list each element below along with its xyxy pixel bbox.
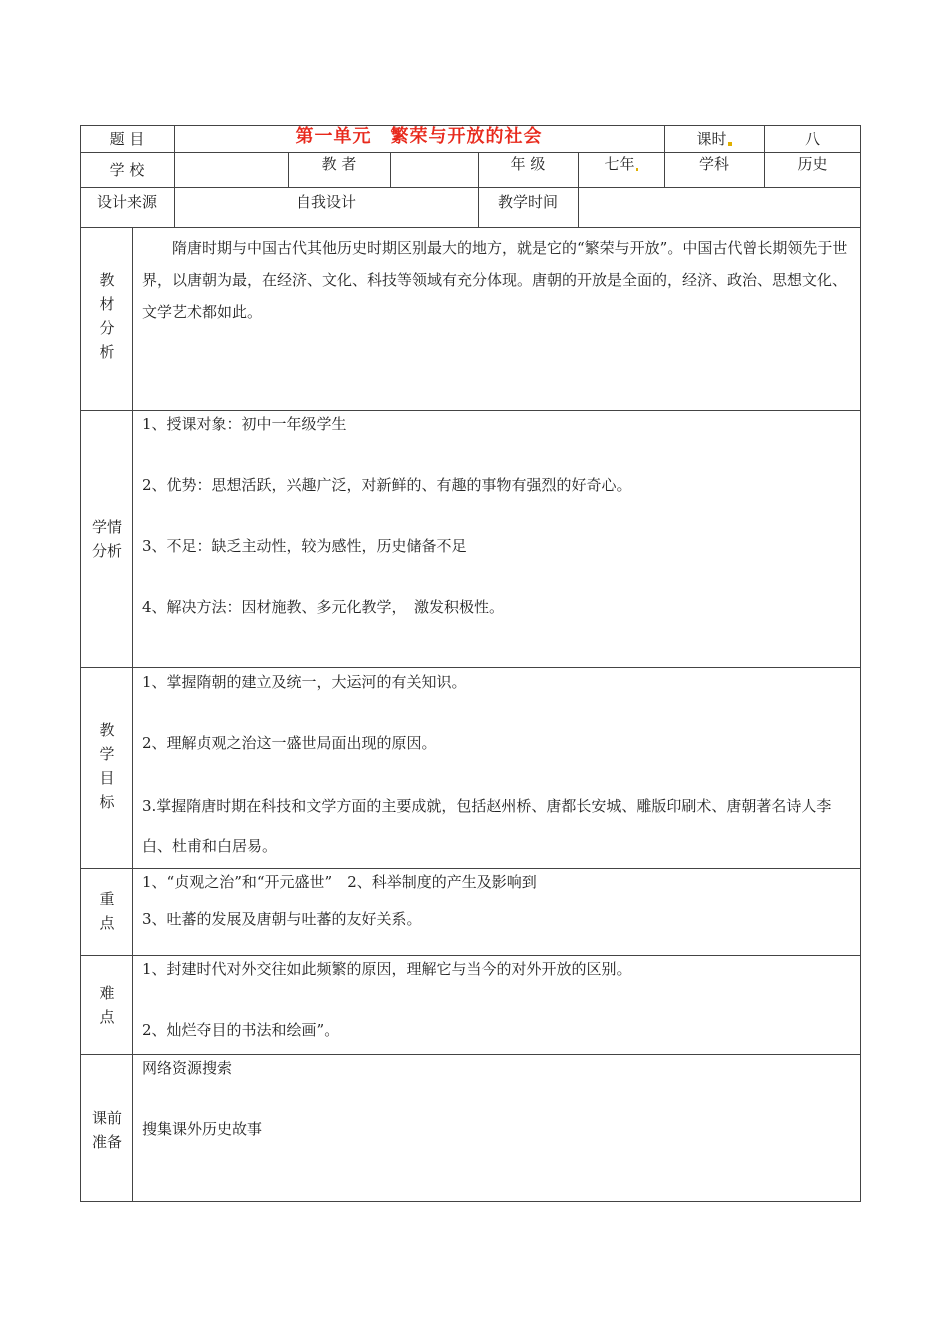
- page-title: 第一单元 繁荣与开放的社会: [295, 126, 543, 147]
- marker-dot-icon: [728, 142, 732, 146]
- label-char: 分: [99, 319, 115, 337]
- key-point-item: 1、“贞观之治”和“开元盛世” 2、科举制度的产生及影响到: [142, 873, 537, 891]
- student-item: 3、不足：缺乏主动性，较为感性，历史储备不足: [142, 537, 467, 555]
- row-divider: [80, 187, 861, 188]
- preparation-label: [82, 1106, 132, 1154]
- goal-item: 3.掌握隋唐时期在科技和文学方面的主要成就，包括赵州桥、唐都长安城、雕版印刷术、唐朝著名诗人李白、杜甫和白居易。: [142, 797, 832, 855]
- key-point-item: 3、吐蕃的发展及唐朝与吐蕃的友好关系。: [142, 910, 422, 928]
- label-char: 标: [99, 793, 115, 811]
- student-item: 1、授课对象：初中一年级学生: [142, 415, 347, 433]
- school-label: 学 校: [109, 161, 145, 179]
- label-char: 学: [99, 745, 115, 763]
- subject-label: 学科: [698, 155, 729, 173]
- grade-value-cell: [578, 154, 664, 174]
- subject-value: 历史: [797, 155, 828, 173]
- label-char: 教: [99, 721, 115, 739]
- teacher-label: 教 者: [321, 155, 357, 173]
- row-divider: [80, 667, 861, 668]
- design-source-label: 设计来源: [96, 193, 157, 211]
- label-char: 目: [99, 769, 115, 787]
- difficulties-label: [82, 981, 132, 1029]
- period-label: 课时: [696, 130, 727, 148]
- teaching-goals-label: [82, 718, 132, 814]
- col-divider: [132, 227, 133, 1202]
- label-char: 析: [99, 343, 115, 361]
- period-label-cell: [664, 129, 764, 149]
- row-divider: [80, 1054, 861, 1055]
- student-item: 2、优势：思想活跃，兴趣广泛，对新鲜的、有趣的事物有强烈的好奇心。: [142, 476, 632, 494]
- label-char: 准备: [91, 1133, 122, 1151]
- col-divider: [390, 152, 391, 187]
- preparation-item: 网络资源搜索: [142, 1059, 233, 1077]
- label-char: 课前: [91, 1109, 122, 1127]
- row-divider: [80, 410, 861, 411]
- design-source-value: 自我设计: [295, 193, 356, 211]
- preparation-item: 搜集课外历史故事: [142, 1120, 263, 1138]
- difficulty-item: 2、灿烂夺目的书法和绘画”。: [142, 1021, 340, 1039]
- label-char: 材: [99, 295, 115, 313]
- goal-item: 1、掌握隋朝的建立及统一，大运河的有关知识。: [142, 673, 467, 691]
- student-analysis-label: [82, 515, 132, 563]
- row-divider: [80, 868, 861, 869]
- topic-label: 题 目: [109, 130, 145, 148]
- grade-value: 七年: [604, 155, 635, 173]
- label-char: 点: [99, 1008, 115, 1026]
- label-char: 教: [99, 271, 115, 289]
- goal-item: 2、理解贞观之治这一盛世局面出现的原因。: [142, 734, 437, 752]
- difficulty-item: 1、封建时代对外交往如此频繁的原因，理解它与当今的对外开放的区别。: [142, 960, 632, 978]
- grade-label: 年 级: [510, 155, 546, 173]
- material-analysis-text: 隋唐时期与中国古代其他历史时期区别最大的地方，就是它的“繁荣与开放”。中国古代曾长期领先于世界，以唐朝为最，在经济、文化、科技等领域有充分体现。唐朝的开放是全面的，经济、政治、思想文化、文学艺术都如此。: [142, 239, 848, 321]
- label-char: 学情: [91, 518, 122, 536]
- row-divider: [80, 227, 861, 228]
- marker-dot-icon: [636, 168, 638, 171]
- student-item: 4、解决方法：因材施教、多元化教学， 激发积极性。: [142, 598, 505, 616]
- key-points-label: [82, 887, 132, 935]
- label-char: 重: [99, 890, 115, 908]
- row-divider: [80, 955, 861, 956]
- row-divider: [80, 152, 861, 153]
- label-char: 分析: [91, 542, 122, 560]
- label-char: 点: [99, 914, 115, 932]
- teaching-time-label: 教学时间: [497, 193, 558, 211]
- period-value: 八: [804, 130, 820, 148]
- label-char: 难: [99, 984, 115, 1002]
- material-analysis-label: [82, 268, 132, 364]
